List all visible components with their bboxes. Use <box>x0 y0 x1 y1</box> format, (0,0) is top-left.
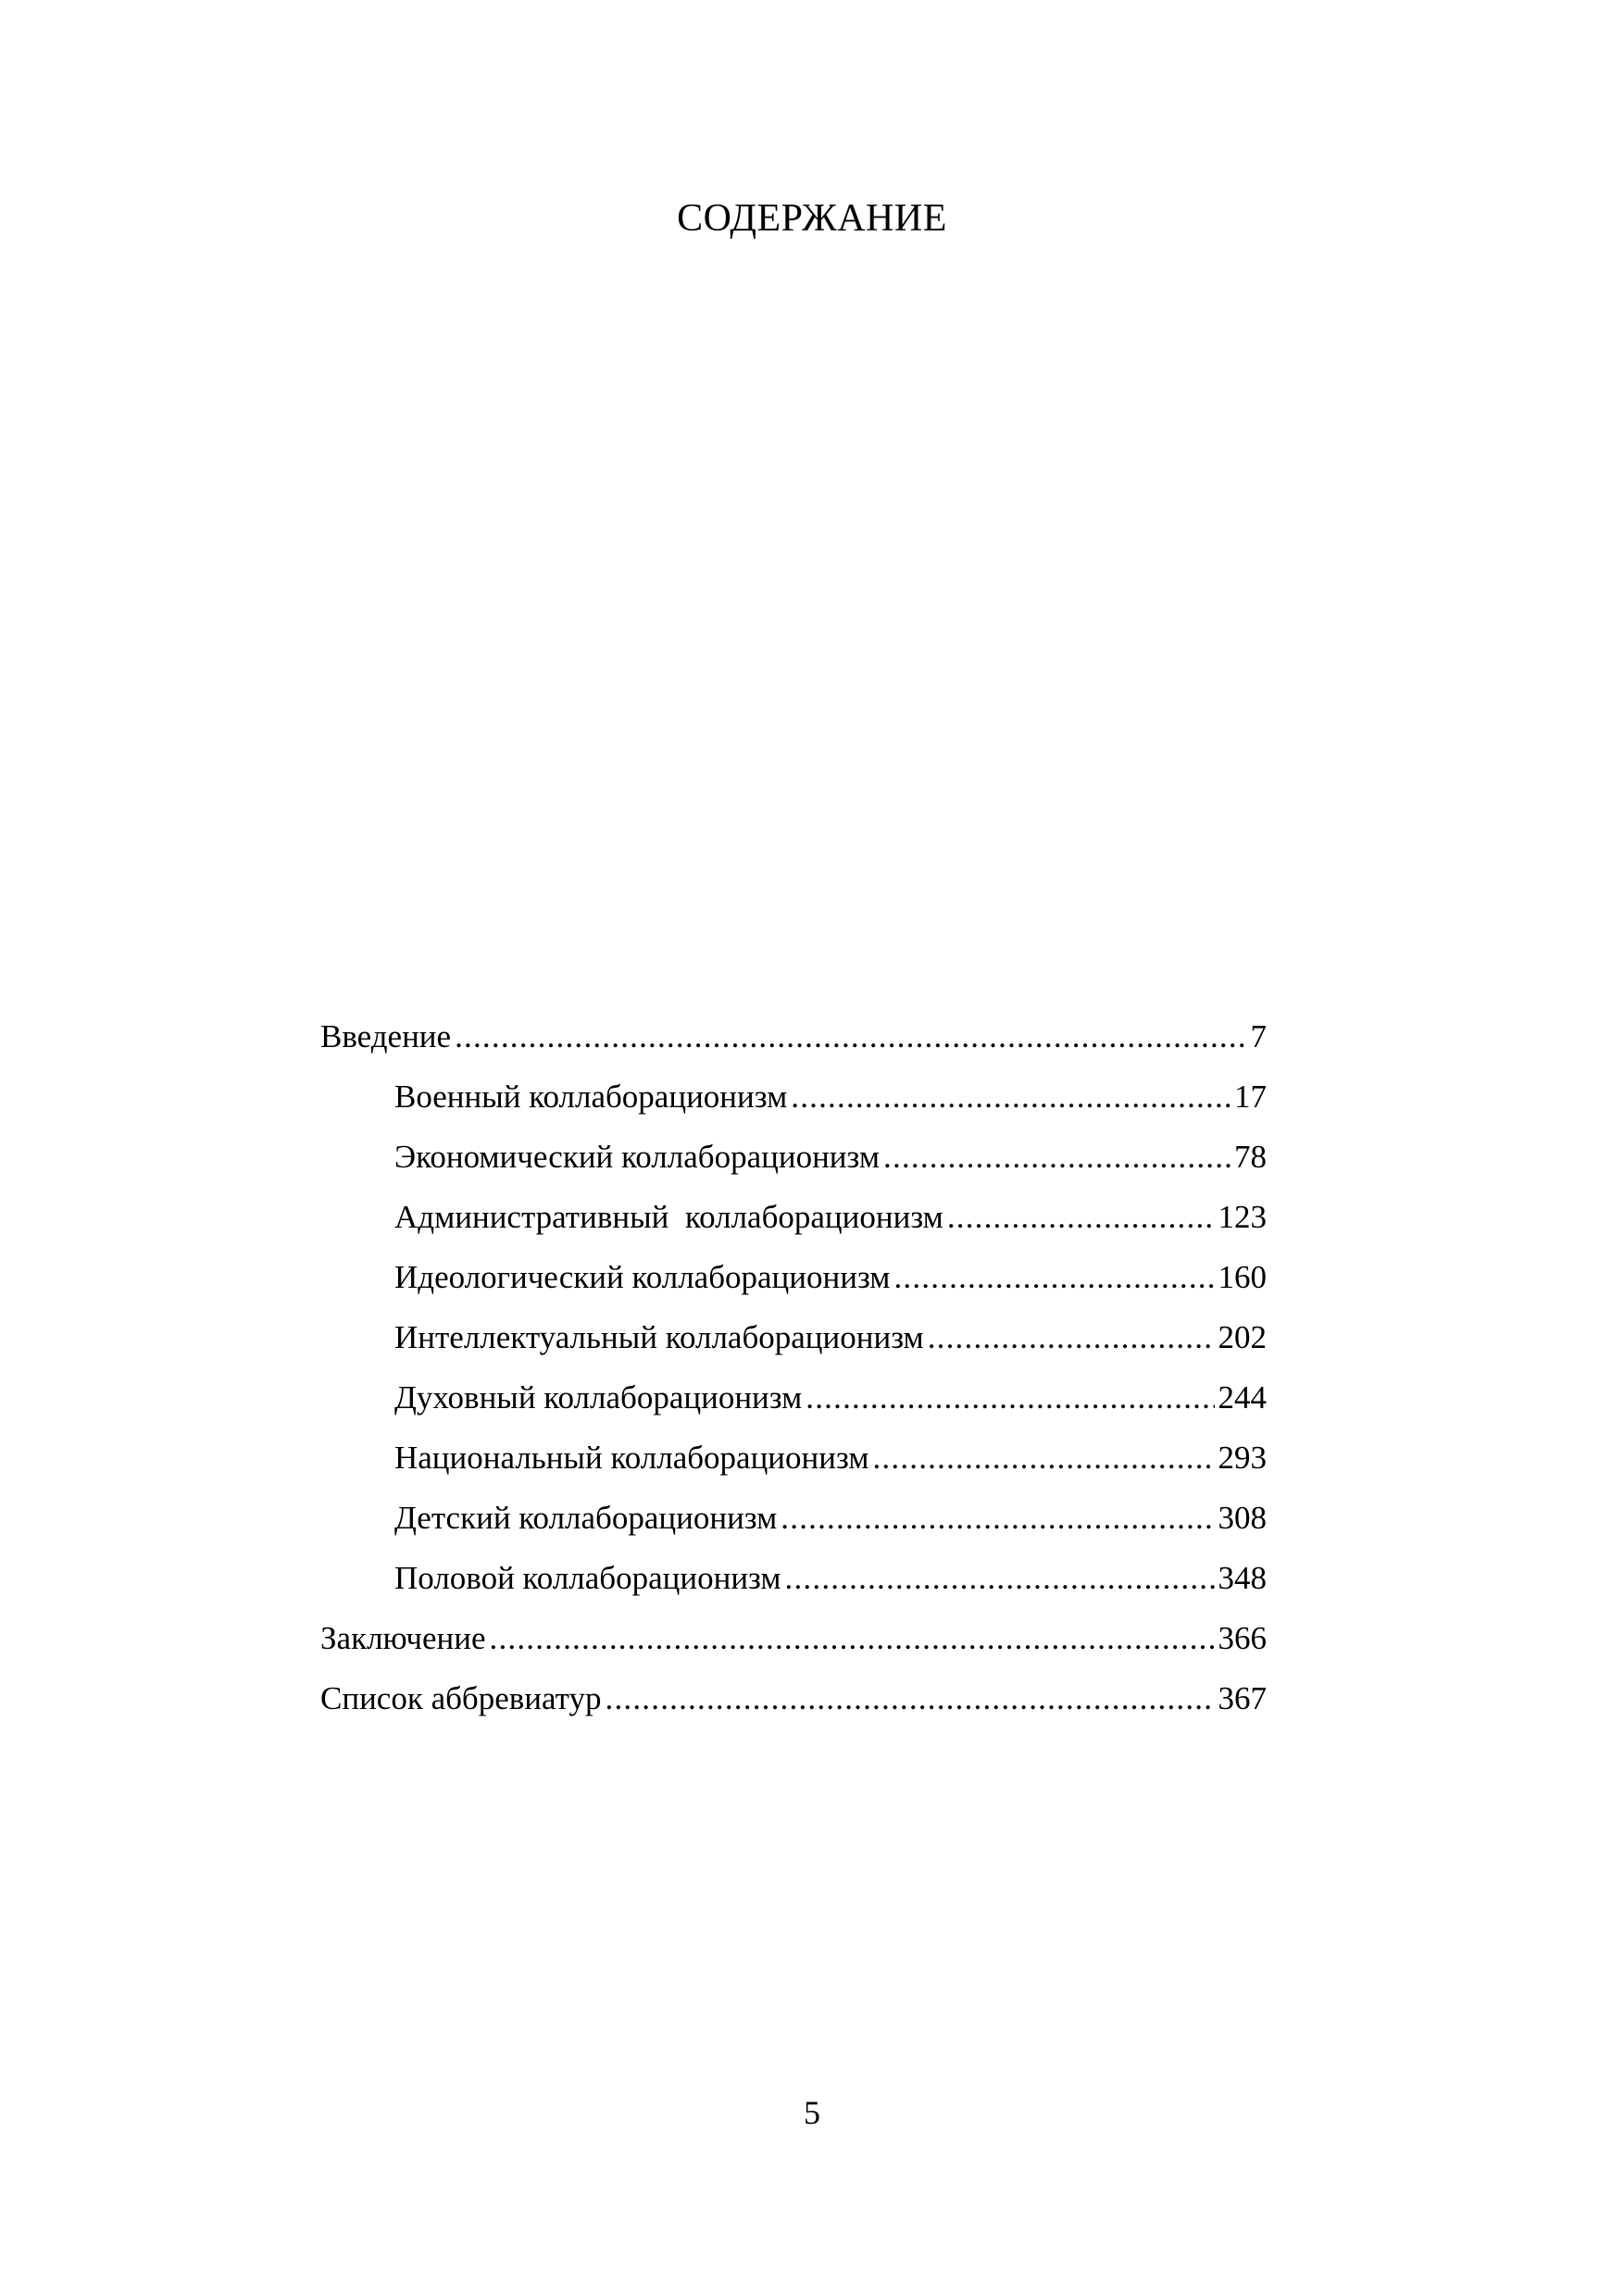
toc-entry-label: Детский коллаборационизм <box>394 1500 778 1536</box>
toc-entry-conclusion[interactable] <box>320 1613 1267 1673</box>
dot-leader <box>928 1312 1215 1364</box>
table-of-contents <box>320 1011 1267 1733</box>
dot-leader <box>872 1432 1214 1484</box>
toc-entry-page: 366 <box>1218 1620 1267 1656</box>
toc-entry-page: 17 <box>1234 1079 1267 1115</box>
dot-leader <box>455 1011 1246 1063</box>
page-number: 5 <box>804 2094 820 2131</box>
toc-entry-label: Экономический коллаборационизм <box>394 1139 881 1175</box>
toc-entry-page: 123 <box>1218 1199 1267 1235</box>
dot-leader <box>785 1553 1215 1604</box>
toc-entry-page: 367 <box>1218 1680 1267 1716</box>
toc-entry-spiritual[interactable] <box>320 1372 1267 1432</box>
page-title: СОДЕРЖАНИЕ <box>677 197 947 240</box>
toc-entry-page: 7 <box>1250 1018 1267 1054</box>
toc-entry-sexual[interactable] <box>320 1553 1267 1613</box>
dot-leader <box>947 1191 1215 1243</box>
toc-entry-label: Заключение <box>320 1620 486 1656</box>
dot-leader <box>883 1131 1230 1183</box>
toc-entry-page: 348 <box>1218 1560 1267 1596</box>
toc-entry-ideological[interactable] <box>320 1252 1267 1312</box>
toc-entry-children[interactable] <box>320 1492 1267 1553</box>
toc-entry-intellectual[interactable] <box>320 1312 1267 1372</box>
toc-entry-label: Идеологический коллаборационизм <box>394 1259 891 1295</box>
toc-entry-page: 78 <box>1234 1139 1267 1175</box>
toc-entry-abbreviations[interactable] <box>320 1673 1267 1733</box>
toc-entry-economic[interactable] <box>320 1131 1267 1191</box>
toc-entry-page: 293 <box>1218 1440 1267 1476</box>
toc-entry-label: Административный коллаборационизм <box>394 1199 943 1235</box>
dot-leader <box>490 1613 1215 1665</box>
toc-entry-introduction[interactable] <box>320 1011 1267 1071</box>
dot-leader <box>781 1492 1214 1544</box>
toc-entry-label: Военный коллаборационизм <box>394 1079 788 1115</box>
toc-entry-label: Духовный коллаборационизм <box>394 1379 803 1416</box>
dot-leader <box>606 1673 1215 1725</box>
toc-entry-national[interactable] <box>320 1432 1267 1492</box>
toc-entry-military[interactable] <box>320 1071 1267 1131</box>
toc-entry-label: Национальный коллаборационизм <box>394 1440 869 1476</box>
toc-entry-page: 160 <box>1218 1259 1267 1295</box>
toc-entry-label: Интеллектуальный коллаборационизм <box>394 1319 924 1355</box>
dot-leader <box>893 1252 1214 1303</box>
dot-leader <box>791 1071 1230 1123</box>
toc-entry-label: Введение <box>320 1018 452 1054</box>
dot-leader <box>806 1372 1214 1424</box>
toc-entry-administrative[interactable] <box>320 1191 1267 1252</box>
toc-entry-label: Половой коллаборационизм <box>394 1560 781 1596</box>
toc-entry-page: 244 <box>1218 1379 1267 1416</box>
toc-entry-label: Список аббревиатур <box>320 1680 602 1716</box>
toc-entry-page: 202 <box>1218 1319 1267 1355</box>
toc-entry-page: 308 <box>1218 1500 1267 1536</box>
